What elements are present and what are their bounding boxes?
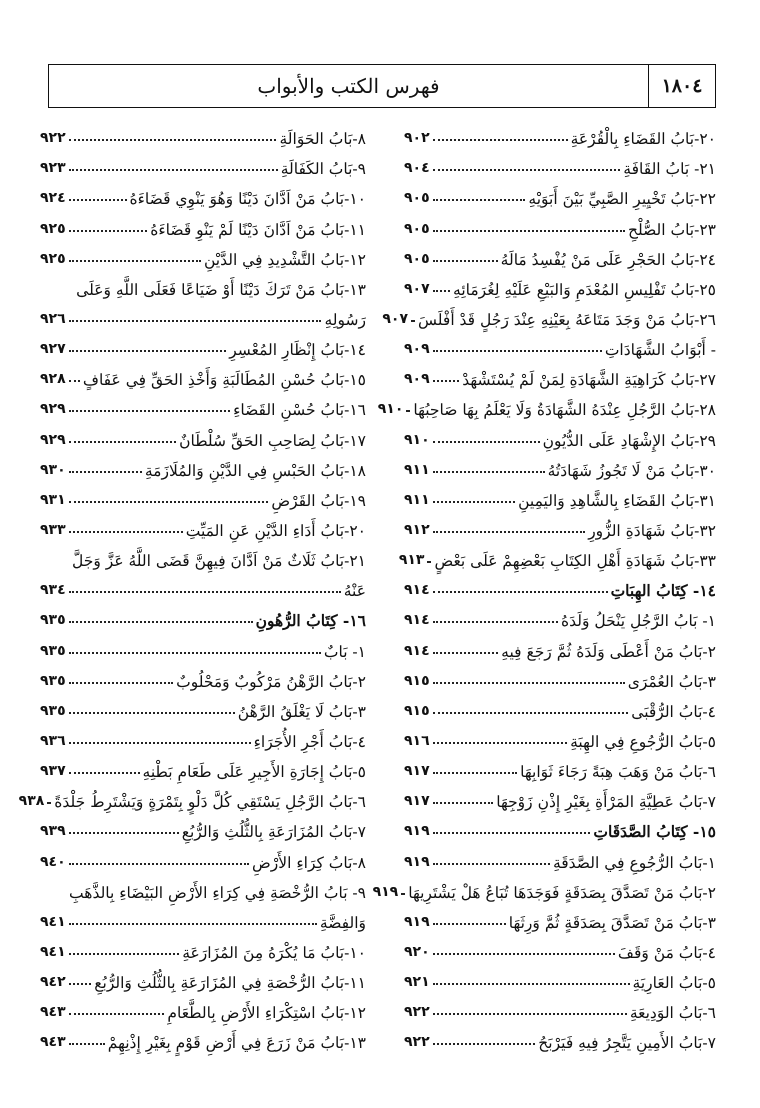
- entry-page-number: ٩١٤: [404, 582, 430, 599]
- entry-page-number: ٩١٥: [404, 702, 430, 719]
- index-entry: [40, 450, 366, 480]
- index-entry: [40, 570, 366, 600]
- entry-page-number: ٩١١: [404, 491, 430, 508]
- entry-title: ٢٣-بَابُ الصُّلْحِ: [627, 220, 716, 239]
- index-entry: [404, 208, 716, 238]
- dot-leader: [433, 531, 586, 533]
- index-entry: [404, 239, 716, 269]
- entry-title: ١٩-بَابُ القَرْضِ: [271, 491, 366, 510]
- entry-page-number: ٩١٩: [404, 913, 430, 930]
- index-entry: [404, 661, 716, 691]
- entry-title: ١٠-بَابُ مَنْ اَدَّانَ دَيْنًا وَهُوَ يَنْوِي قَضَاءَهُ: [129, 190, 366, 209]
- index-entry: [40, 811, 366, 841]
- dot-leader: [427, 561, 431, 563]
- index-entry: [40, 419, 366, 449]
- dot-leader: [433, 983, 630, 985]
- entry-title: ٩- بَابُ الرُّخْصَةِ فِي كِرَاءِ الأَرْضِ البَيْضَاءِ بِالذَّهَبِ: [69, 883, 366, 902]
- dot-leader: [69, 742, 251, 744]
- dot-leader: [433, 923, 506, 925]
- entry-page-number: ٩٢٨: [40, 371, 66, 388]
- entry-page-number: ٩١٠: [377, 401, 404, 418]
- index-entry: [40, 962, 366, 992]
- dot-leader: [433, 471, 545, 473]
- dot-leader: [401, 893, 405, 895]
- dot-leader: [69, 652, 321, 654]
- dot-leader: [69, 230, 148, 232]
- entry-page-number: ٩١٤: [404, 642, 430, 659]
- entry-page-number: ٩١٠: [404, 431, 430, 448]
- entry-page-number: ٩٣٥: [40, 702, 66, 719]
- index-entry: [40, 178, 366, 208]
- entry-page-number: ٩٢٢: [404, 1034, 430, 1051]
- entry-page-number: ٩٢٧: [40, 341, 66, 358]
- dot-leader: [69, 682, 173, 684]
- entry-title: ١٤- كِتَابُ الهِبَاتِ: [610, 581, 716, 601]
- entry-title: ٣١-بَابُ القَضَاءِ بِالشَّاهِدِ وَاليَمِينِ: [518, 491, 716, 510]
- index-entry: [404, 570, 716, 600]
- dot-leader: [69, 441, 176, 443]
- dot-leader: [69, 953, 180, 955]
- entry-title: ٤-بَابُ مَنْ وَقَفَ: [617, 943, 716, 962]
- entry-page-number: ٩٣٣: [40, 521, 66, 538]
- dot-leader: [433, 621, 558, 623]
- index-entry: [40, 329, 366, 359]
- entry-page-number: ٩٢٥: [40, 220, 66, 237]
- entry-page-number: ٩٣٦: [40, 732, 66, 749]
- dot-leader: [406, 410, 410, 412]
- index-entry: [404, 480, 716, 510]
- index-entry: [404, 600, 716, 630]
- dot-leader: [69, 832, 179, 834]
- entry-title: ٢-بَابُ مَنْ تَصَدَّقَ بِصَدَقَةٍ فَوَجَدَهَا تُبَاعُ هَلْ يَشْتَرِيهَا: [408, 883, 716, 902]
- entry-page-number: ٩٢٣: [40, 160, 66, 177]
- index-entry: [404, 329, 716, 359]
- entry-title: ١٣-بَابُ مَنْ تَرَكَ دَيْنًا أَوْ ضَيَاعًا فَعَلَى اللَّهِ وَعَلَى: [76, 280, 366, 299]
- entry-page-number: ٩٢٩: [40, 431, 66, 448]
- dot-leader: [69, 350, 227, 352]
- dot-leader: [433, 652, 499, 654]
- entry-title: ١٦-بَابُ حُسْنِ القَضَاءِ: [233, 401, 366, 420]
- entry-title: ٢٩-بَابُ الإِشْهَادِ عَلَى الدُّيُونِ: [542, 431, 716, 450]
- entry-page-number: ٩٠٩: [404, 371, 430, 388]
- dot-leader: [433, 953, 615, 955]
- entry-title: ١٠-بَابُ مَا يُكْرَهُ مِنَ المُزَارَعَةِ: [182, 943, 366, 962]
- entry-title: ١- بَابٌ: [323, 642, 366, 661]
- dot-leader: [69, 410, 230, 412]
- dot-leader: [69, 169, 278, 171]
- dot-leader: [433, 712, 629, 714]
- entry-title: ٢٥-بَابُ تَفْلِيسِ المُعْدَمِ وَالبَيْعِ عَلَيْهِ لِغُرَمَائِهِ: [453, 280, 716, 299]
- dot-leader: [433, 290, 450, 292]
- entry-title: رَسُولِهِ: [324, 310, 366, 329]
- entry-title: ٥-بَابُ الرُّجُوعِ فِي الهِبَةِ: [570, 732, 716, 751]
- entry-title: - أَبْوَابُ الشَّهَادَاتِ: [604, 341, 716, 360]
- index-entry: [404, 811, 716, 841]
- entry-title: ٢٧-بَابُ كَرَاهِيَةِ الشَّهَادَةِ لِمَنْ لَمْ يُسْتَشْهَدْ: [462, 371, 716, 390]
- index-entry: [40, 872, 366, 902]
- entry-title: ٢-بَابُ مَنْ أَعْطَى وَلَدَهُ ثُمَّ رَجَعَ فِيهِ: [501, 642, 716, 661]
- entry-page-number: ٩٣٠: [40, 461, 66, 478]
- index-entry: [40, 841, 366, 871]
- index-entry: [404, 962, 716, 992]
- entry-title: ٨-بَابُ كِرَاءِ الأَرْضِ: [252, 853, 366, 872]
- index-entry: [398, 540, 716, 571]
- index-entry: [404, 1022, 716, 1052]
- index-entry: [404, 510, 716, 540]
- dot-leader: [433, 591, 608, 593]
- dot-leader: [69, 320, 322, 322]
- entry-title: ١٤-بَابُ إِنْظَارِ المُعْسِرِ: [229, 341, 366, 360]
- index-entry: [404, 148, 716, 178]
- index-entry: [40, 932, 366, 962]
- entry-title: ٦-بَابُ الوَدِيعَةِ: [629, 1004, 716, 1023]
- dot-leader: [69, 260, 201, 262]
- dot-leader: [433, 772, 518, 774]
- entry-page-number: ٩٤٣: [40, 1034, 66, 1051]
- dot-leader: [433, 199, 526, 201]
- entry-page-number: ٩٢٦: [40, 310, 66, 327]
- dot-leader: [69, 199, 127, 201]
- entry-page-number: ٩٠٢: [404, 130, 430, 147]
- dot-leader: [69, 531, 183, 533]
- index-entry: [404, 781, 716, 811]
- index-entry: [40, 691, 366, 721]
- index-column-right: [372, 118, 716, 1053]
- entry-title: ٧-بَابُ عَطِيَّةِ المَرْأَةِ بِغَيْرِ إِذْنِ زَوْجِهَا: [496, 793, 716, 812]
- index-entry: [382, 299, 716, 329]
- page-title: فهرس الكتب والأبواب: [257, 74, 440, 98]
- entry-title: ٣-بَابُ لَا يَغْلَقُ الرَّهْنُ: [237, 702, 366, 721]
- entry-page-number: ٩١٩: [404, 823, 430, 840]
- entry-page-number: ٩٣٧: [40, 763, 66, 780]
- dot-leader: [433, 802, 494, 804]
- dot-leader: [69, 591, 341, 593]
- index-entry: [377, 389, 716, 420]
- index-entry: [404, 751, 716, 781]
- entry-title: ١٣-بَابُ مَنْ زَرَعَ فِي أَرْضِ قَوْمٍ بِغَيْرِ إِذْنِهِمْ: [107, 1034, 366, 1053]
- index-entry: [404, 450, 716, 480]
- index-entry: [40, 480, 366, 510]
- entry-title: ٢١- بَابُ القَافَةِ: [623, 160, 716, 179]
- entry-page-number: ٩٠٥: [404, 250, 430, 267]
- entry-title: ٢٦-بَابُ مَنْ وَجَدَ مَتَاعَهُ بِعَيْنِهِ عِنْدَ رَجُلٍ قَدْ أَفْلَسَ: [418, 310, 716, 329]
- index-entry: [404, 902, 716, 932]
- entry-page-number: ٩٤٠: [40, 853, 66, 870]
- entry-page-number: ٩٣٨: [18, 793, 45, 810]
- index-entry: [40, 661, 366, 691]
- entry-title: ٢٠-بَابُ أَدَاءِ الدَّيْنِ عَنِ المَيِّتِ: [185, 521, 366, 540]
- entry-page-number: ٩٣٤: [40, 582, 66, 599]
- dot-leader: [433, 441, 540, 443]
- dot-leader: [69, 139, 277, 141]
- index-entry: [40, 299, 366, 329]
- dot-leader: [433, 1043, 536, 1045]
- index-entry: [40, 269, 366, 299]
- entry-page-number: ٩٢٢: [40, 130, 66, 147]
- entry-title: ٩-بَابُ الكَفَالَةِ: [280, 160, 366, 179]
- index-entry: [404, 721, 716, 751]
- entry-page-number: ٩٣٥: [40, 612, 66, 629]
- entry-page-number: ٩٢١: [404, 974, 430, 991]
- entry-page-number: ٩١٣: [398, 552, 425, 569]
- entry-title: ٢٠-بَابُ القَضَاءِ بِالْقُرْعَةِ: [570, 130, 716, 149]
- index-entry: [404, 992, 716, 1022]
- entry-title: ٧-بَابُ المُزَارَعَةِ بِالثُّلُثِ وَالرُّبُعِ: [181, 823, 366, 842]
- entry-page-number: ٩٠٥: [404, 220, 430, 237]
- page-header: [48, 64, 716, 108]
- entry-title: ٣٢-بَابُ شَهَادَةِ الزُّورِ: [588, 521, 716, 540]
- index-entry: [40, 721, 366, 751]
- entry-page-number: ٩٠٥: [404, 190, 430, 207]
- dot-leader: [69, 501, 269, 503]
- entry-page-number: ٩٤١: [40, 943, 66, 960]
- entry-title: ١١-بَابُ مَنْ اَدَّانَ دَيْنًا لَمْ يَنْوِ قَضَاءَهُ: [150, 220, 366, 239]
- entry-title: ٣-بَابُ العُمْرَى: [627, 672, 716, 691]
- entry-page-number: ٩١٩: [404, 853, 430, 870]
- entry-page-number: ٩١٧: [404, 763, 430, 780]
- page-number: ١٨٠٤: [648, 65, 715, 107]
- entry-page-number: ٩٢٤: [40, 190, 66, 207]
- index-entry: [40, 540, 366, 570]
- dot-leader: [69, 923, 317, 925]
- index-entry: [40, 389, 366, 419]
- index-entry: [404, 841, 716, 871]
- entry-title: ١٢-بَابُ التَّشْدِيدِ فِي الدَّيْنِ: [203, 250, 366, 269]
- entry-page-number: ٩١٢: [404, 521, 430, 538]
- index-entry: [40, 751, 366, 781]
- entry-page-number: ٩٤١: [40, 913, 66, 930]
- index-entry: [40, 359, 366, 389]
- index-entry: [40, 902, 366, 932]
- index-entry: [40, 148, 366, 178]
- entry-page-number: ٩١٥: [404, 672, 430, 689]
- dot-leader: [411, 320, 415, 322]
- entry-title: ١٦- كِتَابُ الرُّهُونِ: [255, 611, 366, 631]
- index-entry: [40, 118, 366, 148]
- index-entry: [40, 239, 366, 269]
- entry-page-number: ٩١٤: [404, 612, 430, 629]
- entry-title: ١-بَابُ الرُّجُوعِ فِي الصَّدَقَةِ: [552, 853, 716, 872]
- entry-title: ١٧-بَابُ لِصَاحِبِ الحَقِّ سُلْطَانٌ: [179, 431, 366, 450]
- entry-title: ٢٢-بَابُ تَخْيِيرِ الصَّبِيِّ بَيْنَ أَبَوَيْهِ: [528, 190, 716, 209]
- entry-page-number: ٩٠٧: [382, 310, 409, 327]
- entry-title: عَنْهُ: [343, 582, 366, 601]
- dot-leader: [69, 621, 253, 623]
- index-entry: [404, 359, 716, 389]
- dot-leader: [47, 802, 51, 804]
- dot-leader: [433, 230, 625, 232]
- dot-leader: [69, 712, 235, 714]
- entry-title: ٤-بَابُ الرُّقْبَى: [631, 702, 716, 721]
- dot-leader: [433, 682, 625, 684]
- dot-leader: [433, 139, 568, 141]
- entry-title: ١٥- كِتَابُ الصَّدَقَاتِ: [593, 822, 716, 842]
- dot-leader: [69, 772, 140, 774]
- index-entry: [372, 872, 716, 902]
- index-entry: [40, 630, 366, 660]
- entry-title: ١٥-بَابُ حُسْنِ المُطَالَبَةِ وَأَخْذِ الحَقِّ فِي عَفَافٍ: [82, 371, 366, 390]
- entry-title: ٨-بَابُ الحَوَالَةِ: [279, 130, 366, 149]
- index-entry: [404, 178, 716, 208]
- entry-page-number: ٩٠٧: [404, 280, 430, 297]
- index-entry: [18, 781, 366, 812]
- entry-page-number: ٩٤٢: [40, 974, 66, 991]
- entry-title: ١٢-بَابُ اسْتِكْرَاءِ الأَرْضِ بِالطَّعَامِ: [167, 1004, 366, 1023]
- entry-title: ٤-بَابُ أَجْرِ الأُجَرَاءِ: [253, 732, 366, 751]
- dot-leader: [433, 1013, 627, 1015]
- dot-leader: [69, 1043, 105, 1045]
- dot-leader: [433, 742, 567, 744]
- entry-title: ٣٣-بَابُ شَهَادَةِ أَهْلِ الكِتَابِ بَعْضِهِمْ عَلَى بَعْضٍ: [434, 552, 716, 571]
- dot-leader: [433, 380, 460, 382]
- dot-leader: [69, 983, 92, 985]
- entry-page-number: ٩٤٣: [40, 1004, 66, 1021]
- entry-title: ١٨-بَابُ الحَبْسِ فِي الدَّيْنِ وَالمُلَازَمَةِ: [144, 461, 366, 480]
- index-entry: [40, 208, 366, 238]
- dot-leader: [433, 501, 515, 503]
- entry-page-number: ٩١٧: [404, 793, 430, 810]
- index-column-left: [18, 118, 366, 1053]
- index-entry: [40, 510, 366, 540]
- index-entry: [40, 600, 366, 630]
- entry-page-number: ٩٣٩: [40, 823, 66, 840]
- dot-leader: [433, 260, 498, 262]
- entry-title: ٣٠-بَابُ مَنْ لَا تَجُوزُ شَهَادَتُهُ: [547, 461, 716, 480]
- dot-leader: [433, 350, 602, 352]
- entry-page-number: ٩٢٩: [40, 401, 66, 418]
- dot-leader: [433, 863, 550, 865]
- index-entry: [404, 691, 716, 721]
- entry-title: ٢٨-بَابُ الرَّجُلِ عِنْدَهُ الشَّهَادَةُ وَلَا يَعْلَمُ بِهَا صَاحِبُهَا: [413, 401, 716, 420]
- index-entry: [404, 419, 716, 449]
- entry-page-number: ٩٣٥: [40, 642, 66, 659]
- dot-leader: [433, 169, 621, 171]
- entry-page-number: ٩٢٥: [40, 250, 66, 267]
- entry-page-number: ٩١١: [404, 461, 430, 478]
- entry-title: ٥-بَابُ العَارِيَةِ: [632, 974, 716, 993]
- entry-page-number: ٩١٦: [404, 732, 430, 749]
- dot-leader: [69, 1013, 165, 1015]
- index-entry: [404, 630, 716, 660]
- entry-title: ٢٤-بَابُ الحَجْرِ عَلَى مَنْ يُفْسِدُ مَالَهُ: [500, 250, 716, 269]
- dot-leader: [69, 471, 142, 473]
- entry-page-number: ٩١٩: [372, 883, 399, 900]
- entry-title: ٢١-بَابُ ثَلَاثٌ مَنْ اَدَّانَ فِيهِنَّ قَضَى اللَّهُ عَزَّ وَجَلَّ: [72, 552, 366, 571]
- entry-title: ٢-بَابُ الرَّهْنُ مَرْكُوبٌ وَمَحْلُوبٌ: [176, 672, 366, 691]
- entry-title: وَالفِضَّةِ: [319, 913, 366, 932]
- entry-title: ٦-بَابُ مَنْ وَهَبَ هِبَةً رَجَاءَ ثَوَابِهَا: [520, 763, 716, 782]
- entry-page-number: ٩٠٤: [404, 160, 430, 177]
- dot-leader: [69, 380, 80, 382]
- entry-title: ٦-بَابُ الرَّجُلِ يَسْتَقِي كُلَّ دَلْوٍ بِتَمْرَةٍ وَيَشْتَرِطُ جَلْدَةً: [54, 793, 366, 812]
- entry-page-number: ٩٣١: [40, 491, 66, 508]
- index-entry: [404, 118, 716, 148]
- dot-leader: [433, 832, 591, 834]
- entry-page-number: ٩٢٠: [404, 943, 430, 960]
- entry-page-number: ٩٠٩: [404, 341, 430, 358]
- index-entry: [40, 992, 366, 1022]
- dot-leader: [69, 863, 249, 865]
- entry-title: ١١-بَابُ الرُّخْصَةِ فِي المُزَارَعَةِ بِالثُّلُثِ وَالرُّبُعِ: [94, 974, 366, 993]
- entry-page-number: ٩٢٢: [404, 1004, 430, 1021]
- entry-title: ٧-بَابُ الأَمِينِ يَتَّجِرُ فِيهِ فَيَرْبَحُ: [538, 1034, 716, 1053]
- index-entry: [404, 932, 716, 962]
- entry-page-number: ٩٣٥: [40, 672, 66, 689]
- entry-title: ٣-بَابُ مَنْ تَصَدَّقَ بِصَدَقَةٍ ثُمَّ وَرِثَهَا: [508, 913, 716, 932]
- index-entry: [40, 1022, 366, 1052]
- entry-title: ١- بَابُ الرَّجُلِ يَنْحَلُ وَلَدَهُ: [560, 612, 716, 631]
- index-entry: [404, 269, 716, 299]
- entry-title: ٥-بَابُ إِجَارَةِ الأَجِيرِ عَلَى طَعَامِ بَطْنِهِ: [142, 763, 366, 782]
